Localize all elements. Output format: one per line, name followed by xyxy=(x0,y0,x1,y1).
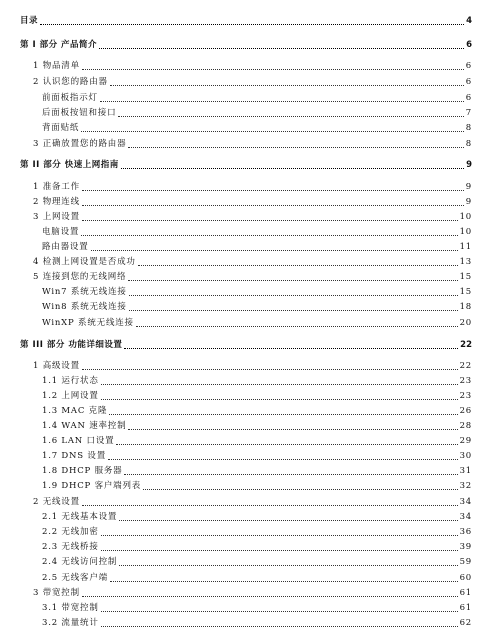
toc-entry[interactable] xyxy=(0,242,472,253)
toc-entry[interactable] xyxy=(0,123,472,134)
toc-entry[interactable] xyxy=(0,287,472,298)
toc-page-number: 59 xyxy=(459,557,472,567)
toc-entry-title: 1.7 DNS 设置 xyxy=(42,451,106,461)
toc-page-number: 9 xyxy=(465,197,472,207)
toc-entry[interactable] xyxy=(0,451,472,462)
toc-page-number: 8 xyxy=(465,123,472,133)
toc-page-number: 10 xyxy=(459,212,472,222)
toc-entry-title: Win7 系统无线连接 xyxy=(42,287,127,297)
toc-entry[interactable] xyxy=(0,376,472,387)
toc-entry[interactable] xyxy=(0,527,472,538)
toc-page-number: 30 xyxy=(459,451,472,461)
toc-page-number: 6 xyxy=(465,93,472,103)
toc-entry-title: 第 II 部分 快速上网指南 xyxy=(20,160,119,170)
toc-page-number: 6 xyxy=(465,61,472,71)
toc-page-number: 34 xyxy=(459,497,472,507)
toc-dot-leader xyxy=(118,116,463,117)
toc-entry-title: 第 I 部分 产品简介 xyxy=(20,40,98,50)
toc-page-number: 61 xyxy=(459,603,472,613)
toc-entry[interactable] xyxy=(0,108,472,119)
toc-page-number: 61 xyxy=(459,588,472,598)
toc-entry-title: 2 认识您的路由器 xyxy=(33,77,108,87)
toc-page-number: 18 xyxy=(459,302,472,312)
toc-page-number: 11 xyxy=(459,242,472,252)
toc-entry[interactable] xyxy=(0,257,472,268)
toc-part-heading[interactable] xyxy=(0,16,472,27)
toc-dot-leader xyxy=(136,326,458,327)
toc-page-number: 7 xyxy=(465,108,472,118)
toc-entry[interactable] xyxy=(0,302,472,313)
toc-entry[interactable] xyxy=(0,93,472,104)
toc-entry-title: 路由器设置 xyxy=(42,242,89,252)
toc-entry-title: 1 高级设置 xyxy=(33,361,80,371)
toc-entry[interactable] xyxy=(0,139,472,150)
toc-entry[interactable] xyxy=(0,588,472,599)
toc-dot-leader xyxy=(82,505,458,506)
toc-entry[interactable] xyxy=(0,182,472,193)
toc-page-number: 39 xyxy=(459,542,472,552)
toc-dot-leader xyxy=(119,520,457,521)
toc-entry-title: 3 正确放置您的路由器 xyxy=(33,139,127,149)
toc-entry[interactable] xyxy=(0,361,472,372)
toc-page-number: 4 xyxy=(466,16,472,26)
toc-entry-title: 2.5 无线客户端 xyxy=(42,573,108,583)
toc-entry-title: 4 检测上网设置是否成功 xyxy=(33,257,136,267)
toc-page-number: 22 xyxy=(460,340,472,350)
toc-dot-leader xyxy=(109,414,457,415)
toc-entry-title: 1.8 DHCP 服务器 xyxy=(42,466,123,476)
toc-entry[interactable] xyxy=(0,61,472,72)
toc-dot-leader xyxy=(110,85,464,86)
toc-dot-leader xyxy=(82,205,464,206)
toc-page-number: 32 xyxy=(459,481,472,491)
toc-page-number: 62 xyxy=(459,618,472,628)
toc-entry-title: 1.2 上网设置 xyxy=(42,391,99,401)
toc-page-number: 34 xyxy=(459,512,472,522)
toc-entry[interactable] xyxy=(0,318,472,329)
toc-entry[interactable] xyxy=(0,406,472,417)
toc-page-number: 6 xyxy=(465,77,472,87)
toc-entry-title: 后面板按钮和接口 xyxy=(42,108,117,118)
toc-dot-leader xyxy=(101,626,458,627)
toc-page-number: 9 xyxy=(466,160,472,170)
toc-entry-title: 电脑设置 xyxy=(42,227,80,237)
toc-part-heading[interactable] xyxy=(0,160,472,171)
toc-page-number: 36 xyxy=(459,527,472,537)
toc-dot-leader xyxy=(124,348,458,349)
toc-entry-title: 1.3 MAC 克隆 xyxy=(42,406,108,416)
toc-entry-title: WinXP 系统无线连接 xyxy=(42,318,134,328)
toc-entry[interactable] xyxy=(0,212,472,223)
toc-dot-leader xyxy=(101,535,458,536)
toc-entry-title: 2.1 无线基本设置 xyxy=(42,512,118,522)
toc-dot-leader xyxy=(91,250,458,251)
toc-entry-title: 1.4 WAN 速率控制 xyxy=(42,421,127,431)
toc-page-number: 22 xyxy=(459,361,472,371)
toc-entry-title: 2 无线设置 xyxy=(33,497,80,507)
toc-entry[interactable] xyxy=(0,603,472,614)
toc-entry[interactable] xyxy=(0,77,472,88)
toc-entry-title: 2.2 无线加密 xyxy=(42,527,99,537)
toc-dot-leader xyxy=(99,48,464,49)
toc-page-number: 13 xyxy=(459,257,472,267)
toc-entry-title: 3 上网设置 xyxy=(33,212,80,222)
toc-dot-leader xyxy=(101,399,458,400)
toc-dot-leader xyxy=(81,235,457,236)
toc-entry-title: 背面贴纸 xyxy=(42,123,80,133)
toc-dot-leader xyxy=(116,444,457,445)
toc-dot-leader xyxy=(129,295,458,296)
toc-entry[interactable] xyxy=(0,512,472,523)
toc-dot-leader xyxy=(82,190,464,191)
toc-entry[interactable] xyxy=(0,391,472,402)
toc-dot-leader xyxy=(82,369,458,370)
toc-dot-leader xyxy=(138,265,458,266)
toc-page-number: 31 xyxy=(459,466,472,476)
toc-entry[interactable] xyxy=(0,227,472,238)
toc-entry-title: 前面板指示灯 xyxy=(42,93,98,103)
toc-dot-leader xyxy=(143,489,458,490)
toc-page-number: 10 xyxy=(459,227,472,237)
toc-dot-leader xyxy=(108,459,458,460)
toc-entry-title: 5 连接到您的无线网络 xyxy=(33,272,127,282)
toc-dot-leader xyxy=(128,147,463,148)
toc-entry[interactable] xyxy=(0,197,472,208)
toc-entry-title: 3.2 流量统计 xyxy=(42,618,99,628)
toc-entry[interactable] xyxy=(0,481,472,492)
toc-entry[interactable] xyxy=(0,618,472,629)
toc-entry-title: 1 物品清单 xyxy=(33,61,80,71)
toc-dot-leader xyxy=(101,384,458,385)
toc-entry[interactable] xyxy=(0,436,472,447)
toc-dot-leader xyxy=(129,310,458,311)
toc-dot-leader xyxy=(82,69,464,70)
toc-page-number: 8 xyxy=(465,139,472,149)
toc-page-number: 26 xyxy=(459,406,472,416)
toc-page-number: 9 xyxy=(465,182,472,192)
toc-page-number: 15 xyxy=(459,287,472,297)
toc-dot-leader xyxy=(119,565,457,566)
toc-dot-leader xyxy=(110,581,458,582)
toc-entry[interactable] xyxy=(0,421,472,432)
toc-entry-title: 2 物理连线 xyxy=(33,197,80,207)
toc-entry[interactable] xyxy=(0,466,472,477)
toc-entry-title: 目录 xyxy=(20,16,39,26)
toc-page-number: 23 xyxy=(459,376,472,386)
toc-dot-leader xyxy=(100,101,464,102)
toc-part-heading[interactable] xyxy=(0,40,472,51)
toc-dot-leader xyxy=(121,168,464,169)
toc-entry-title: 第 III 部分 功能详细设置 xyxy=(20,340,123,350)
toc-page-number: 23 xyxy=(459,391,472,401)
toc-dot-leader xyxy=(128,280,457,281)
toc-entry[interactable] xyxy=(0,497,472,508)
toc-dot-leader xyxy=(81,131,464,132)
toc-entry[interactable] xyxy=(0,557,472,568)
toc-page-number: 28 xyxy=(459,421,472,431)
toc-entry-title: 1.9 DHCP 客户端列表 xyxy=(42,481,142,491)
toc-dot-leader xyxy=(82,220,458,221)
toc-part-heading[interactable] xyxy=(0,340,472,351)
toc-entry-title: 1.1 运行状态 xyxy=(42,376,99,386)
toc-entry[interactable] xyxy=(0,573,472,584)
toc-entry-title: 2.3 无线桥接 xyxy=(42,542,99,552)
toc-dot-leader xyxy=(124,474,457,475)
toc-entry-title: 3 带宽控制 xyxy=(33,588,80,598)
toc-entry-title: 1.6 LAN 口设置 xyxy=(42,436,115,446)
toc-entry[interactable] xyxy=(0,272,472,283)
toc-dot-leader xyxy=(40,24,464,25)
toc-page-number: 6 xyxy=(466,40,472,50)
toc-entry-title: Win8 系统无线连接 xyxy=(42,302,127,312)
toc-page-number: 20 xyxy=(459,318,472,328)
toc-dot-leader xyxy=(128,429,457,430)
toc-page-number: 15 xyxy=(459,272,472,282)
toc-entry-title: 1 准备工作 xyxy=(33,182,80,192)
toc-entry[interactable] xyxy=(0,542,472,553)
toc-entry-title: 2.4 无线访问控制 xyxy=(42,557,118,567)
toc-page-number: 60 xyxy=(459,573,472,583)
toc-page-number: 29 xyxy=(459,436,472,446)
toc-entry-title: 3.1 带宽控制 xyxy=(42,603,99,613)
toc-dot-leader xyxy=(82,596,458,597)
toc-dot-leader xyxy=(101,550,458,551)
toc-dot-leader xyxy=(101,611,458,612)
